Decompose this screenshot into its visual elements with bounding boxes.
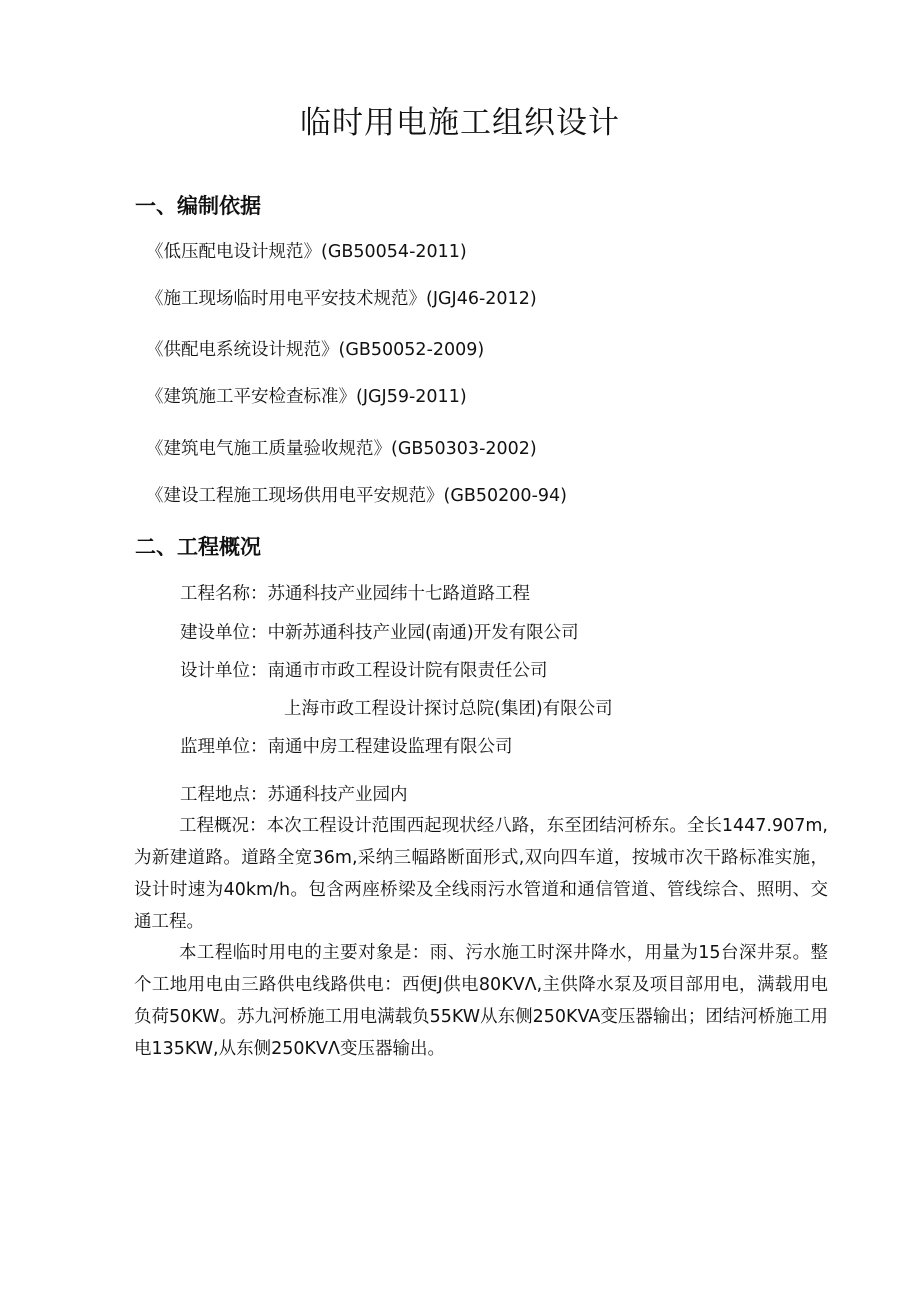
location-line — [180, 781, 408, 809]
project-name-line — [180, 580, 530, 608]
reference-item: 《建设工程施工现场供用电平安规范》(GB50200-94) — [146, 486, 567, 506]
designer-line — [180, 657, 548, 685]
reference-item: 《建筑电气施工质量验收规范》(GB50303-2002) — [146, 439, 537, 459]
location-label: 工程地点： — [180, 785, 268, 805]
reference-item: 《施工现场临时用电平安技术规范》(JGJ46-2012) — [146, 289, 537, 309]
project-name-value: 苏通科技产业园纬十七路道路工程 — [267, 584, 530, 604]
supervisor-line — [180, 733, 513, 761]
designer-label: 设计单位： — [180, 661, 268, 681]
power-paragraph: 本工程临时用电的主要对象是：雨、污水施工时深井降水，用量为15台深井泵。整个工地用电由三路供电线路供电：西便J供电80KVΛ,主供降水泵及项目部用电，满载用电负荷50KW。苏九河桥施工用电满载负55KW从东侧250KVA变压器输出；团结河桥施工用电135KW,从东侧250KVΛ变压器输出。 — [134, 943, 828, 1059]
section-heading-overview: 二、工程概况 — [135, 535, 261, 559]
reference-item: 《供配电系统设计规范》(GB50052-2009) — [146, 340, 485, 360]
reference-item: 《建筑施工平安检查标准》(JGJ59-2011) — [146, 387, 467, 407]
designer-value: 南通市市政工程设计院有限责任公司 — [267, 661, 548, 681]
owner-value: 中新苏通科技产业园(南通)开发有限公司 — [267, 623, 579, 643]
project-name-label: 工程名称： — [180, 584, 268, 604]
designer-value-2: 上海市政工程设计探讨总院(集团)有限公司 — [284, 699, 613, 719]
supervisor-label: 监理单位： — [180, 737, 268, 757]
reference-item: 《低压配电设计规范》(GB50054-2011) — [146, 242, 467, 262]
overview-paragraph: 工程概况：本次工程设计范围西起现状经八路，东至团结河桥东。全长1447.907m,为新建道路。道路全宽36m,采纳三幅路断面形式,双向四车道，按城市次干路标准实施，设计时速为40km/h。包含两座桥梁及全线雨污水管道和通信管道、管线综合、照明、交通工程。 — [134, 816, 828, 932]
section-heading-basis: 一、编制依据 — [135, 194, 261, 218]
location-value: 苏通科技产业园内 — [267, 785, 408, 805]
supervisor-value: 南通中房工程建设监理有限公司 — [267, 737, 513, 757]
owner-label: 建设单位： — [180, 623, 268, 643]
owner-line — [180, 619, 579, 647]
page-title: 临时用电施工组织设计 — [300, 105, 620, 141]
